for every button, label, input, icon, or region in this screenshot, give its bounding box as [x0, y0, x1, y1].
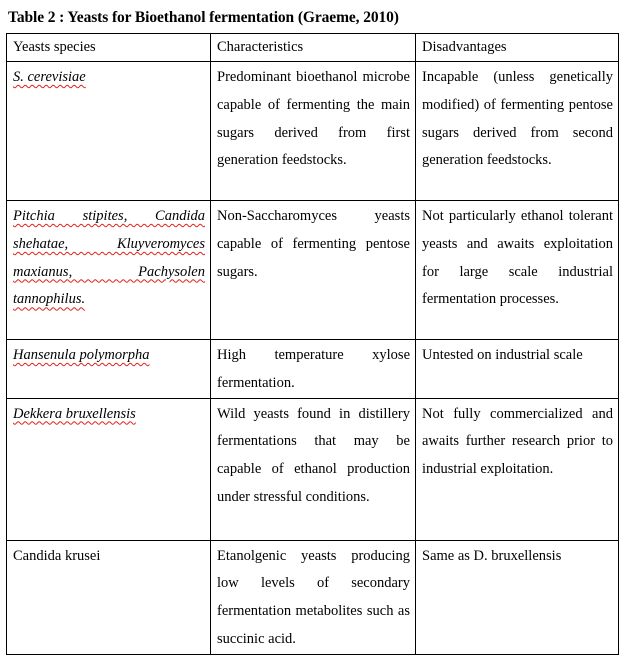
- characteristics-cell: Etanolgenic yeasts producing low levels of secondary fermentation metabolites such as succinic acid.: [211, 540, 416, 654]
- table-row: [7, 340, 619, 399]
- species-cell: Hansenula polymorpha: [7, 340, 211, 399]
- table-row: [7, 540, 619, 654]
- characteristics-cell: Predominant bioethanol microbe capable of fermenting the main sugars derived from first generation feedstocks.: [211, 62, 416, 201]
- table-row: [7, 398, 619, 540]
- header-disadvantages: Disadvantages: [416, 34, 619, 62]
- species-cell: S. cerevisiae: [7, 62, 211, 201]
- characteristics-cell: Non-Saccharomyces yeasts capable of fermenting pentose sugars.: [211, 201, 416, 340]
- characteristics-cell: Wild yeasts found in distillery fermentations that may be capable of ethanol production under stressful conditions.: [211, 398, 416, 540]
- disadvantages-cell: Not particularly ethanol tolerant yeasts and awaits exploitation for large scale industrial fermentation processes.: [416, 201, 619, 340]
- table-row: [7, 201, 619, 340]
- species-cell: Candida krusei: [7, 540, 211, 654]
- yeasts-table: [6, 33, 619, 655]
- disadvantages-cell: Not fully commercialized and awaits further research prior to industrial exploitation.: [416, 398, 619, 540]
- disadvantages-cell: Untested on industrial scale: [416, 340, 619, 399]
- table-header-row: [7, 34, 619, 62]
- disadvantages-cell: Same as D. bruxellensis: [416, 540, 619, 654]
- table-row: [7, 62, 619, 201]
- table-caption: Table 2 : Yeasts for Bioethanol fermentation (Graeme, 2010): [8, 9, 399, 26]
- species-cell: Dekkera bruxellensis: [7, 398, 211, 540]
- disadvantages-cell: Incapable (unless genetically modified) of fermenting pentose sugars derived from second generation feedstocks.: [416, 62, 619, 201]
- header-characteristics: Characteristics: [211, 34, 416, 62]
- characteristics-cell: High temperature xylose fermentation.: [211, 340, 416, 399]
- species-cell: Pitchia stipites, Candida shehatae, Kluyveromyces maxianus, Pachysolen tannophilus.: [7, 201, 211, 340]
- header-species: Yeasts species: [7, 34, 211, 62]
